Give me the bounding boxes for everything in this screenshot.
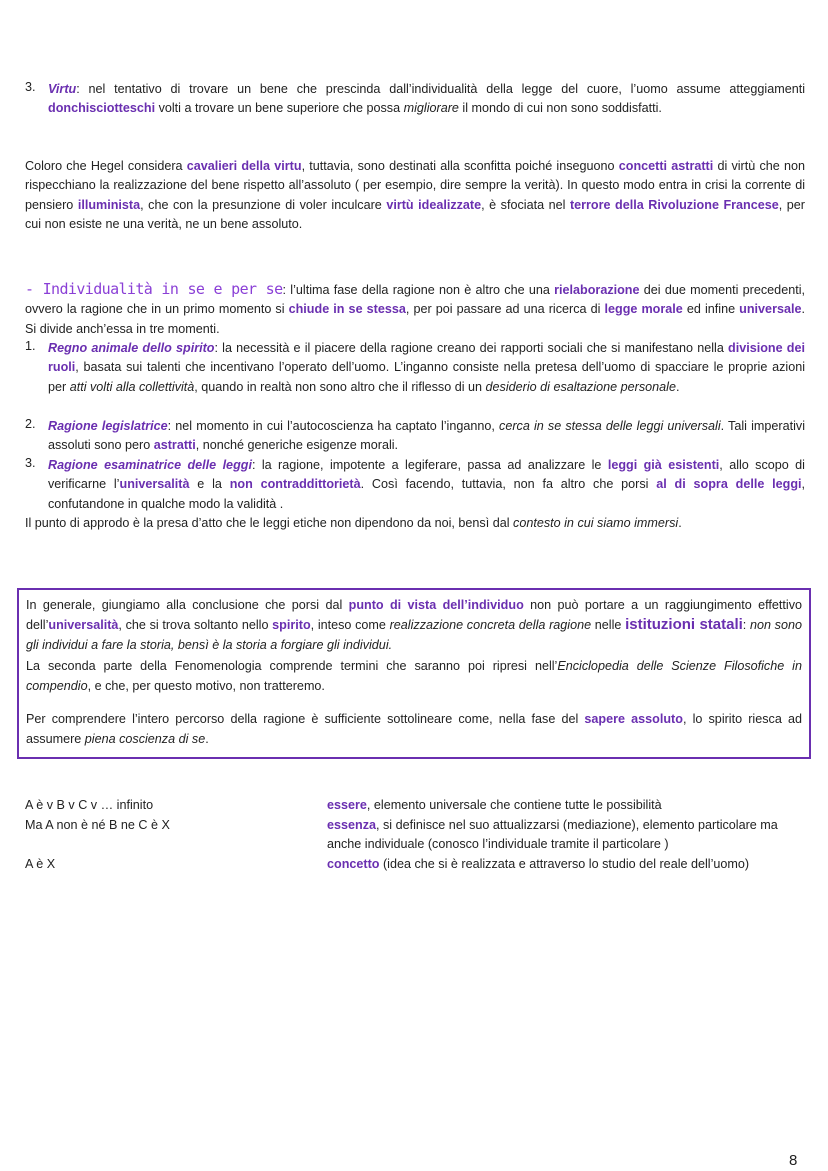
paragraph-cavalieri [25, 157, 805, 235]
table-row: A è X concetto (idea che si è realizzata e attraverso lo studio del reale dell’uomo) [25, 856, 750, 871]
highlight: donchisciotteschi [48, 101, 156, 116]
paragraph-conclusion: Il punto di approdo è la presa d’atto che le leggi etiche non dipendono da noi, bensì dal contesto in cui siamo immersi. [25, 516, 682, 530]
term-virtu: Virtu [48, 82, 77, 96]
section-intro: - Individualità in se e per se: l’ultima fase della ragione non è altro che una rielaborazione dei due momenti precedenti, ovvero la ragione che in un primo momento si chiude in se stessa, per poi passare ad una ricerca di legge morale ed infine universale. Si divide anch’essa in tre momenti. [25, 280, 805, 336]
list-item-text: Virtu: nel tentativo di trovare un bene che prescinda dall’individualità della legge del cuore, l’uomo assume atteggiamenti donchisciotteschi volti a trovare un bene superiore che possa migliorare il mondo di cui non sono soddisfatti. [48, 82, 805, 116]
summary-paragraph-2: La seconda parte della Fenomenologia comprende termini che saranno poi ripresi nell’Enciclopedia delle Scienze Filosofiche in compendio, e che, per questo motivo, non tratteremo. [26, 658, 802, 693]
page-number: 8 [789, 1152, 798, 1169]
notes-table [25, 796, 805, 874]
list-number: 3. [25, 80, 36, 94]
table-row: Ma A non è né B ne C è X essenza, si definisce nel suo attualizzarsi (mediazione), elemento particolare ma anche individuale (conosco l’individuale tramite il particolare ) [25, 817, 778, 852]
summary-paragraph-1: In generale, giungiamo alla conclusione che porsi dal punto di vista dell’individuo non può portare a un raggiungimento effettivo dell’universalità, che si trova soltanto nello spirito, inteso come realizzazione concreta della ragione nelle istituzioni statali: non sono gli individui a fare la storia, bensì è la storia a forgiare gli individui. [26, 598, 802, 653]
summary-paragraph-3: Per comprendere l’intero percorso della ragione è sufficiente sottolineare come, nella fase del sapere assoluto, lo spirito riesca ad assumere piena coscienza di se. [26, 712, 802, 747]
list-item-ragione-esaminatrice: 3. Ragione esaminatrice delle leggi: la ragione, impotente a legiferare, passa ad analizzare le leggi già esistenti, allo scopo di verificarne l’universalità e la non contraddittorietà. Così facendo, tuttavia, non fa altro che porsi al di sopra delle leggi, confutandone in qualche modo la validità . [25, 456, 806, 511]
table-row: A è v B v C v … infinito essere, elemento universale che contiene tutte le possibilità [25, 798, 662, 812]
summary-box [17, 588, 811, 759]
section-individualita [25, 280, 805, 339]
list-item-regno-animale: 1. Regno animale dello spirito: la necessità e il piacere della ragione creano dei rapporti sociali che si manifestano nella divisione dei ruoli, basata sui talenti che incentivano l’operato dell’uomo. L’inganno consiste nella pretesa dell’uomo di spacciare le proprie azioni per atti volti alla collettività, quando in realtà non sono altro che il riflesso di un desiderio di esaltazione personale. [25, 339, 805, 394]
section-heading: - Individualità in se e per se [25, 280, 283, 298]
list-item-ragione-legislatrice: 2. Ragione legislatrice: nel momento in cui l’autocoscienza ha captato l’inganno, cerca in se stessa delle leggi universali. Tali imperativi assoluti sono pero astratti, nonché generiche esigenze morali. [25, 417, 805, 453]
paragraph-text: Coloro che Hegel considera cavalieri della virtu, tuttavia, sono destinati alla sconfitta poiché inseguono concetti astratti di virtù che non rispecchiano la realizzazione del bene rispetto all’assoluto ( per esempio, dire sempre la verità). In questo modo entra in crisi la corrente di pensiero illuminista, che con la presunzione di voler inculcare virtù idealizzate, è sfociata nel terrore della Rivoluzione Francese, per cui non esiste ne una verità, ne un bene assoluto. [25, 159, 806, 232]
list-item-virtu [25, 80, 805, 119]
